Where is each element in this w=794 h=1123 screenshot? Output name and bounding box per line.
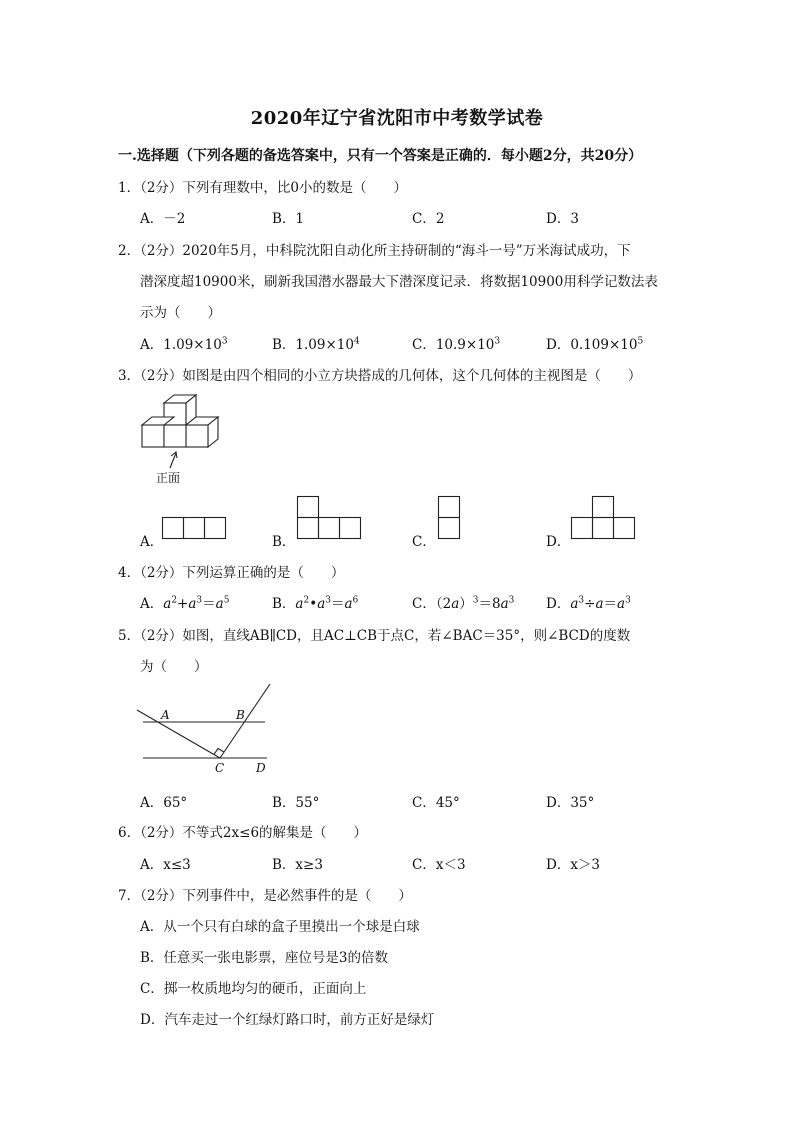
- question-5-line-1: 5．（2分）如图，直线AB∥CD，且AC⊥CB于点C，若∠BAC＝35°，则∠BCD的度数: [118, 628, 631, 644]
- exam-title: 2020年辽宁省沈阳市中考数学试卷: [250, 108, 544, 129]
- q3-option-d-figure: [571, 496, 637, 540]
- q5-option-c: C．45°: [412, 795, 460, 811]
- q2-option-b: B．$1.09\times 10^4$: [272, 336, 360, 353]
- question-4-stem: 4．（2分）下列运算正确的是（ ）: [118, 565, 345, 581]
- q5-option-d: D．35°: [546, 795, 595, 811]
- q4-option-b: B．$a^2•a^3=a^6$: [272, 595, 359, 612]
- q1-option-d: D．3: [546, 211, 579, 227]
- q5-option-a: A．65°: [140, 795, 188, 811]
- q4-option-c: C．$(2a)^3=8a^3$: [412, 595, 515, 612]
- q7-option-a: A．从一个只有白球的盒子里摸出一个球是白球: [140, 919, 420, 935]
- q6-option-b: B．x≥3: [272, 857, 323, 873]
- q3-option-b-letter: B．: [272, 534, 296, 550]
- q1-option-a: A．－2: [140, 211, 186, 227]
- question-7-stem: 7．（2分）下列事件中，是必然事件的是（ ）: [118, 888, 412, 904]
- q4-option-a: A．$a^2+a^3=a^5$: [140, 595, 230, 612]
- point-c-label: C: [215, 761, 225, 775]
- q3-option-a-figure: [162, 517, 228, 539]
- q3-option-c-figure: [438, 496, 460, 540]
- q3-option-c-letter: C．: [412, 534, 436, 550]
- q3-option-b-figure: [297, 496, 363, 540]
- point-a-label: A: [161, 708, 170, 722]
- q4-option-d: D．$a^3\div a=a^3$: [546, 595, 631, 612]
- q2-option-d: D．$0.109\times 10^5$: [546, 336, 644, 353]
- question-2-line-1: 2．（2分）2020年5月，中科院沈阳自动化所主持研制的“海斗一号”万米海试成功，下: [118, 243, 631, 259]
- section-heading: 一.选择题（下列各题的备选答案中，只有一个答案是正确的．每小题2分，共20分）: [118, 148, 643, 164]
- q2-option-c: C．$10.9\times 10^3$: [412, 336, 501, 353]
- point-d-label: D: [256, 761, 266, 775]
- question-5-line-2: 为（ ）: [140, 659, 208, 675]
- q6-option-c: C．x＜3: [412, 857, 466, 873]
- q6-option-a: A．x≤3: [140, 857, 191, 873]
- q6-option-d: D．x＞3: [546, 857, 601, 873]
- q3-front-label: 正面: [156, 471, 181, 485]
- q7-option-d: D．汽车走过一个红绿灯路口时，前方正好是绿灯: [140, 1012, 435, 1028]
- question-2-line-2: 潜深度超10900米，刷新我国潜水器最大下潜深度记录．将数据10900用科学记数法表: [140, 274, 658, 290]
- question-6-stem: 6．（2分）不等式2x≤6的解集是（ ）: [118, 825, 368, 841]
- question-2-line-3: 示为（ ）: [140, 305, 221, 321]
- q3-solid-figure: [140, 393, 230, 453]
- q7-option-b: B．任意买一张电影票，座位号是3的倍数: [140, 950, 389, 966]
- q5-option-b: B．55°: [272, 795, 320, 811]
- point-b-label: B: [236, 708, 245, 722]
- q1-option-c: C．2: [412, 211, 445, 227]
- question-1-stem: 1．（2分）下列有理数中，比0小的数是（ ）: [118, 180, 408, 196]
- q7-option-c: C．掷一枚质地均匀的硬币，正面向上: [140, 981, 367, 997]
- q1-option-b: B．1: [272, 211, 305, 227]
- q3-option-d-letter: D．: [546, 534, 571, 550]
- question-3-stem: 3．（2分）如图是由四个相同的小立方块搭成的几何体，这个几何体的主视图是（ ）: [118, 368, 642, 384]
- q5-parallel-lines-figure: [135, 682, 285, 777]
- q3-option-a-letter: A．: [140, 534, 164, 550]
- q2-option-a: A．$1.09\times 10^3$: [140, 336, 228, 353]
